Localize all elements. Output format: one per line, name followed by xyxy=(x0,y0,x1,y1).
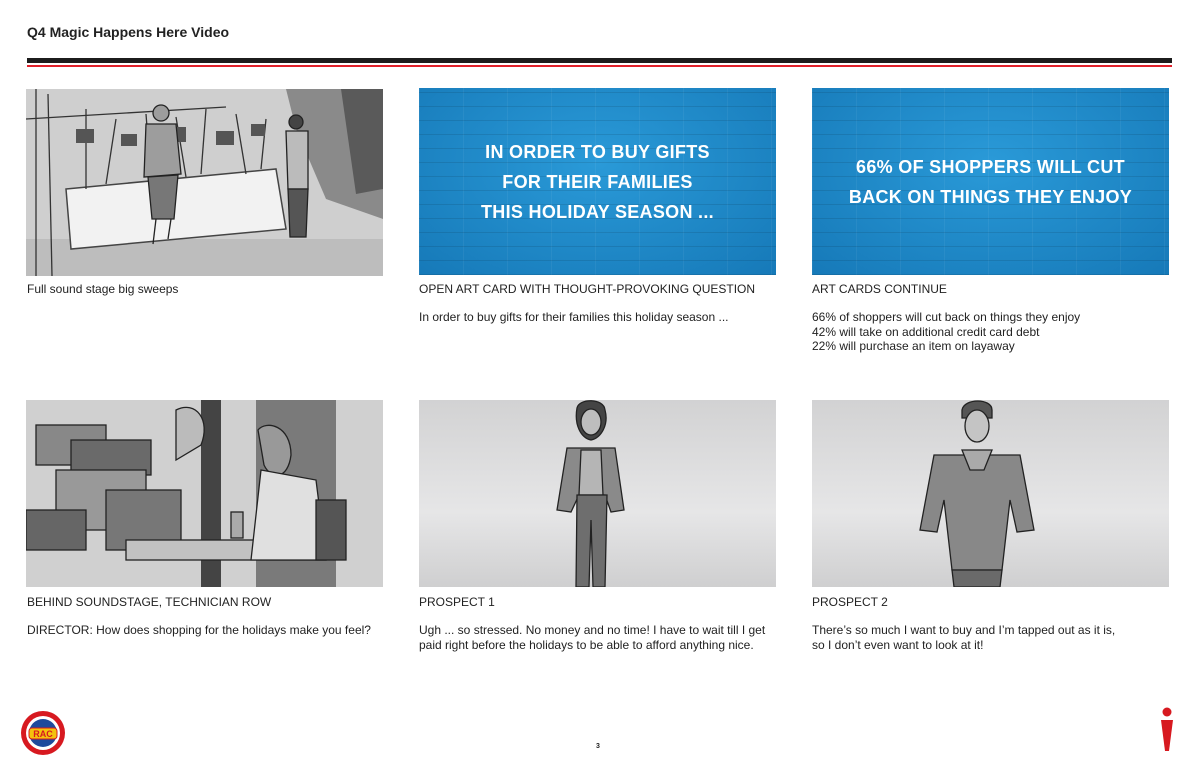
description-line: DIRECTOR: How does shopping for the holidays make you feel? xyxy=(27,623,371,637)
panel-caption: OPEN ART CARD WITH THOUGHT-PROVOKING QUESTION xyxy=(419,282,756,296)
art-card-statistic xyxy=(812,88,1169,275)
description-line: 66% of shoppers will cut back on things they enjoy xyxy=(812,310,1081,324)
page-number: 3 xyxy=(596,743,600,750)
header-rule-black xyxy=(27,58,1172,63)
art-card-line: IN ORDER TO BUY GIFTS xyxy=(485,141,710,162)
art-card-line: 66% OF SHOPPERS WILL CUT xyxy=(856,156,1125,177)
art-card-line: FOR THEIR FAMILIES xyxy=(502,171,693,192)
brand-mark-icon xyxy=(1159,707,1175,751)
description-line: In order to buy gifts for their families this holiday season ... xyxy=(419,310,729,324)
svg-text:RAC: RAC xyxy=(33,729,53,739)
panel-caption: ART CARDS CONTINUE xyxy=(812,282,947,296)
description-line: 42% will take on additional credit card debt xyxy=(812,324,1040,339)
rent-a-center-logo-icon xyxy=(20,710,66,756)
description-line: Ugh ... so stressed. No money and no time! I have to wait till I get xyxy=(419,623,766,637)
description-line: There’s so much I want to buy and I’m tapped out as it is, xyxy=(812,623,1116,637)
panel-description xyxy=(27,623,371,638)
header-rule-red xyxy=(27,65,1172,67)
art-card-line: BACK ON THINGS THEY ENJOY xyxy=(848,186,1133,207)
sound-stage-sketch xyxy=(26,89,383,276)
technician-row-sketch xyxy=(26,400,383,587)
panel-description xyxy=(812,623,1115,652)
prospect-1-sketch xyxy=(419,400,776,587)
prospect-2-sketch xyxy=(812,400,1169,587)
panel-caption: Full sound stage big sweeps xyxy=(27,282,179,296)
panel-description xyxy=(419,310,728,325)
page-title: Q4 Magic Happens Here Video xyxy=(27,24,230,40)
panel-caption: BEHIND SOUNDSTAGE, TECHNICIAN ROW xyxy=(27,595,272,609)
description-line: so I don’t even want to look at it! xyxy=(812,637,984,652)
panel-caption: PROSPECT 2 xyxy=(812,595,888,609)
description-line: 22% will purchase an item on layaway xyxy=(812,339,1015,353)
description-line: paid right before the holidays to be able to afford anything nice. xyxy=(419,637,754,652)
storyboard-frame-technician-row xyxy=(26,400,383,587)
storyboard-frame-sound-stage xyxy=(26,89,383,276)
art-card-question xyxy=(419,88,776,275)
storyboard-frame-prospect-1 xyxy=(419,400,776,587)
art-card-text xyxy=(481,137,714,227)
art-card-text xyxy=(849,152,1132,212)
panel-caption: PROSPECT 1 xyxy=(419,595,495,609)
panel-description xyxy=(419,623,765,652)
art-card-line: THIS HOLIDAY SEASON ... xyxy=(481,201,714,222)
storyboard-frame-prospect-2 xyxy=(812,400,1169,587)
panel-description xyxy=(812,310,1080,354)
